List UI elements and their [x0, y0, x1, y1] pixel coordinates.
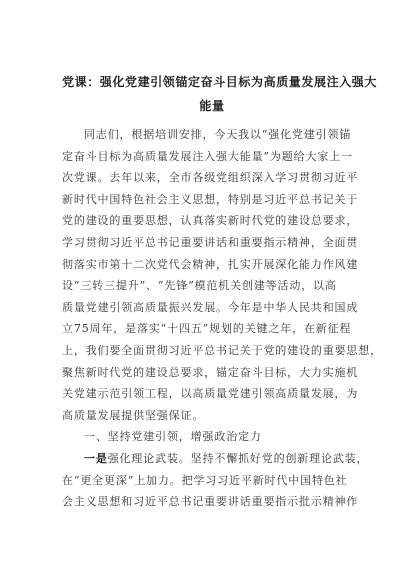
paragraph-line: 次党课。去年以来，全市各级党组织深入学习贯彻习近平 [62, 171, 359, 185]
paragraph-line: 高质量发展提供坚强保证。 [62, 408, 205, 422]
paragraph-line: 上，我们要全面贯彻习近平总书记关于党的建设的重要思想， [62, 343, 382, 357]
item-bold-lead: 一是 [84, 451, 108, 465]
paragraph-line: 同志们，根据培训安排，今天我以“强化党建引领锚 [84, 128, 352, 141]
section-heading: 一、坚持党建引领，增强政治定力 [84, 430, 262, 444]
paragraph-line: 关党建示范引领工程，以高质量党建引领高质量发展，为 [62, 387, 359, 401]
paragraph-line: 聚焦新时代党的建设总要求，锚定奋斗目标，大力实施机 [62, 365, 359, 379]
document-title [62, 70, 378, 118]
title-line-2: 能量 [199, 99, 225, 113]
item-text: 强化理论武装。坚持不懈抓好党的创新理论武装， [107, 451, 369, 465]
paragraph-line: 党的建设的重要思想，认真落实新时代党的建设总要求， [62, 214, 359, 228]
document-body [62, 124, 382, 513]
paragraph-line: 设“三转三提升”、“先锋”模范机关创建等活动，以高 [62, 279, 337, 293]
paragraph-line: 彻落实市第十二次党代会精神，扎实开展深化能力作风建 [62, 257, 359, 271]
paragraph-line: 学习贯彻习近平总书记重要讲话和重要指示精神，全面贯 [62, 235, 359, 249]
paragraph-line: 新时代中国特色社会主义思想，特别是习近平总书记关于 [62, 192, 359, 206]
paragraph-line: 立75周年，是落实“十四五”规划的关键之年，在新征程 [62, 322, 352, 336]
paragraph-line: 质量党建引领高质量振兴发展。今年是中华人民共和国成 [62, 300, 359, 314]
item-line: 会主义思想和习近平总书记重要讲话重要指示批示精神作 [62, 495, 359, 509]
item-line: 在“更全更深”上加力。把学习习近平新时代中国特色社 [62, 473, 348, 487]
item-line [62, 448, 369, 470]
title-line-1: 党课：强化党建引领锚定奋斗目标为高质量发展注入强大 [62, 75, 378, 89]
paragraph-line: 定奋斗目标为高质量发展注入强大能量”为题给大家上一 [62, 149, 353, 163]
